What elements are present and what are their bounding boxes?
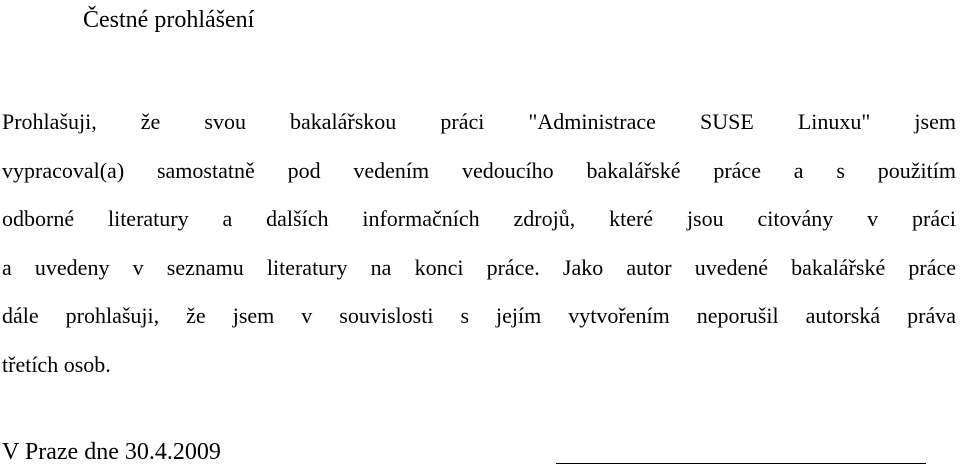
document-title: Čestné prohlášení [83, 7, 255, 33]
paragraph-line-6: třetích osob. [2, 351, 111, 377]
place-and-date: V Praze dne 30.4.2009 [2, 439, 221, 465]
paragraph-line-5: dále prohlašuji, že jsem v souvislosti s jejím vytvořením neporušil autorská práva [2, 303, 956, 328]
declaration-paragraph [2, 98, 956, 389]
paragraph-line-2: vypracoval(a) samostatně pod vedením vedoucího bakalářské práce a s použitím [2, 157, 956, 183]
signature-line [556, 463, 926, 464]
paragraph-line-4: a uvedeny v seznamu literatury na konci práce. Jako autor uvedené bakalářské práce [2, 254, 956, 280]
paragraph-line-1: Prohlašuji, že svou bakalářskou práci "Administrace SUSE Linuxu" jsem [2, 109, 956, 134]
paragraph-line-3: odborné literatury a dalších informačních zdrojů, které jsou citovány v práci [2, 206, 956, 231]
